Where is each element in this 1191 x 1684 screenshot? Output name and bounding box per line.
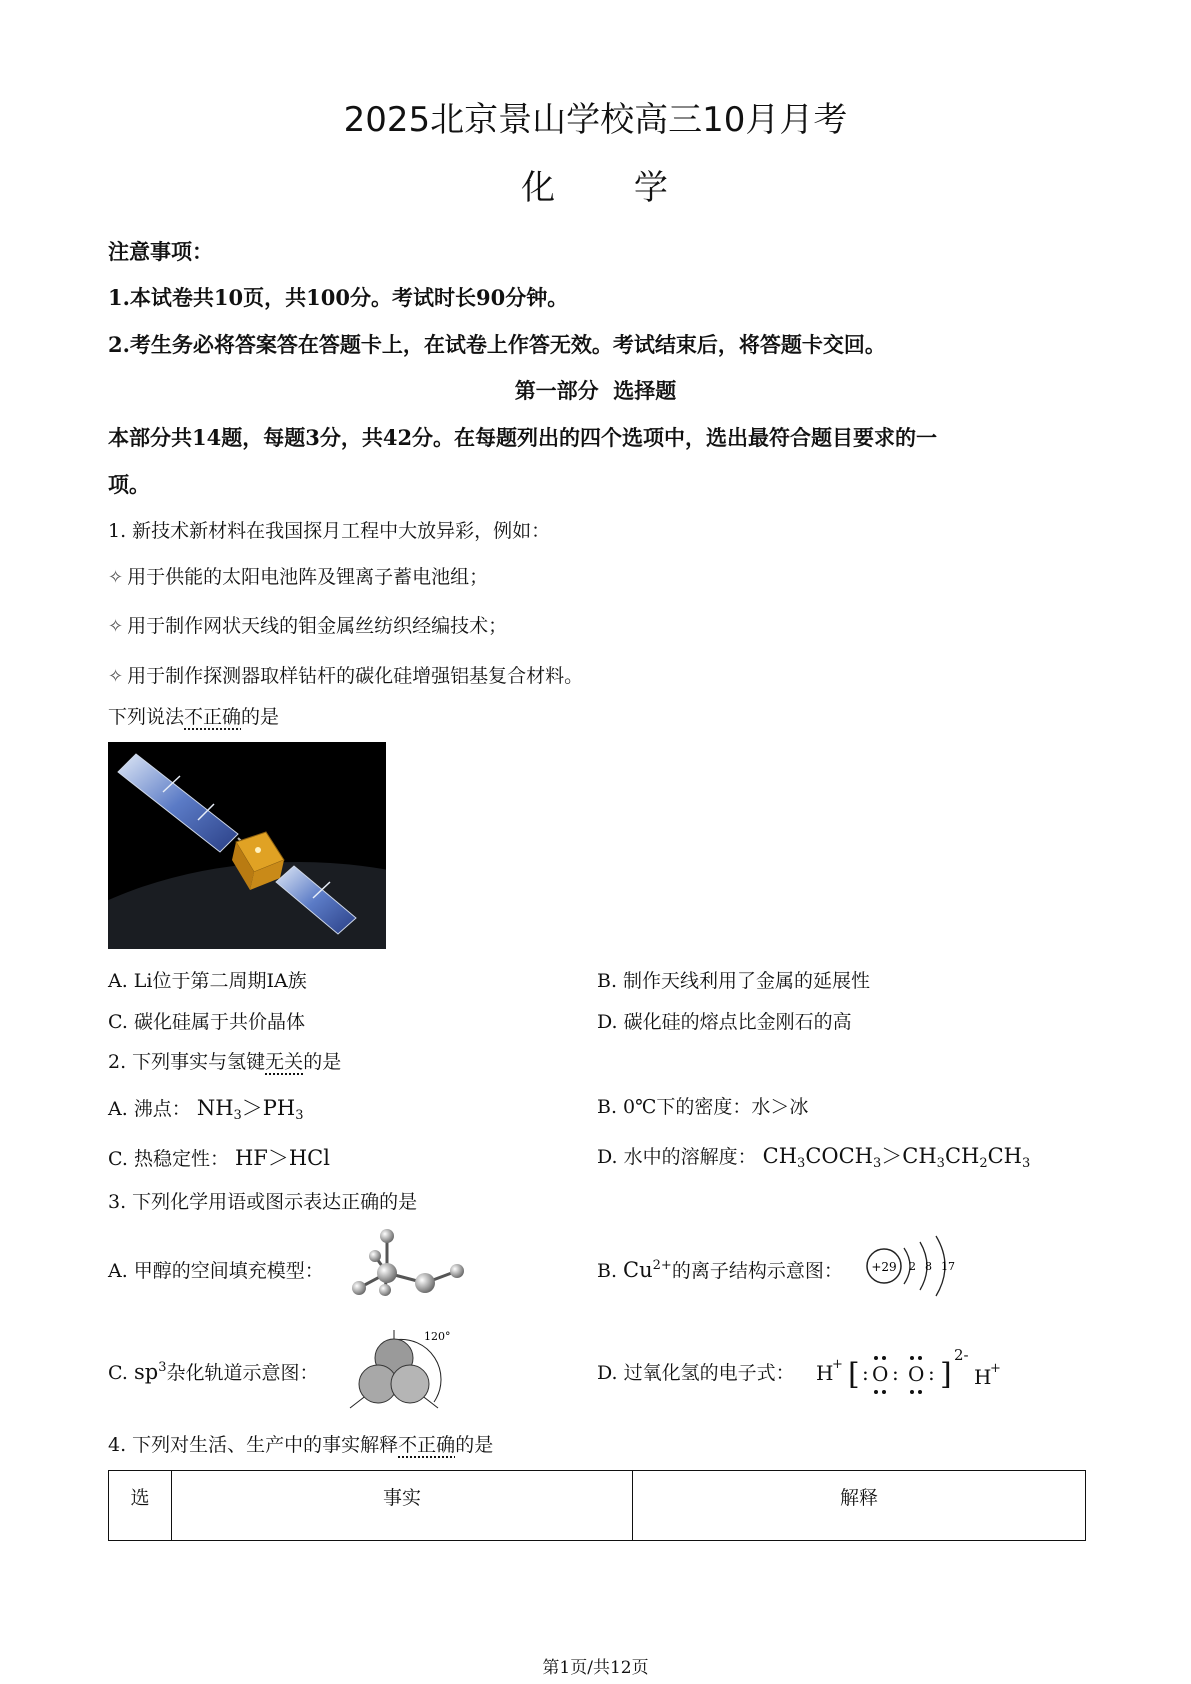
- exam-title: 2025北京景山学校高三10月月考: [343, 100, 848, 140]
- table-header-fact: 事实: [172, 1471, 633, 1541]
- q1-option-c: C. 碳化硅属于共价晶体: [108, 1011, 305, 1033]
- q1-ask: 下列说法不正确的是: [108, 706, 280, 728]
- svg-text:O: O: [908, 1362, 925, 1386]
- q1-stem: 1. 新技术新材料在我国探月工程中大放异彩，例如：: [108, 520, 551, 542]
- q2-option-d: D. 水中的溶解度： $CH_3COCH_3>CH_3CH_2CH_3$: [597, 1144, 1031, 1171]
- svg-text:+: +: [832, 1357, 843, 1372]
- q2-option-b: B. 0℃下的密度：水＞冰: [597, 1096, 809, 1118]
- q3-stem: 3. 下列化学用语或图示表达正确的是: [108, 1191, 418, 1213]
- svg-text::: :: [892, 1361, 899, 1385]
- q3-option-a: A. 甲醇的空间填充模型：: [108, 1260, 324, 1282]
- q2-option-c: C. 热稳定性： HF＞HCl: [108, 1146, 330, 1170]
- methanol-model-figure: [345, 1228, 465, 1308]
- q2-option-a: A. 沸点： $NH_3>PH_3$: [108, 1096, 304, 1123]
- notice-line-1: 1.本试卷共10页，共100分。考试时长90分钟。: [108, 285, 569, 310]
- q4-stem: 4. 下列对生活、生产中的事实解释不正确的是: [108, 1434, 494, 1456]
- subject-title: 化 学: [521, 168, 670, 208]
- part1-instruction: 本部分共14题，每题3分，共42分。在每题列出的四个选项中，选出最符合题目要求的一: [108, 425, 938, 450]
- orbital-angle-label: 120°: [424, 1330, 451, 1343]
- table-header-option: 选: [109, 1471, 172, 1541]
- svg-text:[: [: [848, 1357, 860, 1392]
- nucleus-charge: +29: [871, 1260, 897, 1274]
- shell-count-3: 17: [941, 1260, 955, 1273]
- star-icon: ✧: [108, 567, 124, 588]
- q3-option-c: C. $sp^3$杂化轨道示意图：: [108, 1360, 319, 1384]
- part1-heading: 第一部分 选择题: [514, 378, 677, 403]
- svg-text::: :: [928, 1361, 935, 1385]
- q1-bullet-1: ✧ 用于供能的太阳电池阵及锂离子蓄电池组；: [108, 566, 489, 588]
- shell-count-2: 8: [925, 1260, 932, 1273]
- q3-option-d: D. 过氧化氢的电子式：: [597, 1362, 795, 1384]
- svg-text:H: H: [974, 1365, 992, 1389]
- table-row: [109, 1471, 1086, 1541]
- notice-line-2: 2.考生务必将答案答在答题卡上，在试卷上作答无效。考试结束后，将答题卡交回。: [108, 332, 886, 357]
- q2-stem: 2. 下列事实与氢键无关的是: [108, 1051, 342, 1073]
- q1-option-a: A. Li位于第二周期IA族: [108, 970, 307, 992]
- svg-text:+: +: [990, 1361, 1001, 1376]
- svg-text:2-: 2-: [954, 1346, 969, 1364]
- svg-text::: :: [862, 1361, 869, 1385]
- q1-option-b: B. 制作天线利用了金属的延展性: [597, 970, 871, 992]
- q4-table: [108, 1470, 1086, 1541]
- h2o2-electron-formula: [812, 1340, 1012, 1400]
- star-icon: ✧: [108, 616, 124, 637]
- q3-option-b: B. $Cu^{2+}$的离子结构示意图：: [597, 1258, 843, 1282]
- q1-option-d: D. 碳化硅的熔点比金刚石的高: [597, 1011, 852, 1033]
- svg-text:O: O: [872, 1362, 889, 1386]
- q1-bullet-2: ✧ 用于制作网状天线的钼金属丝纺织经编技术；: [108, 615, 508, 637]
- page-footer: 第1页/共12页: [542, 1658, 649, 1678]
- svg-text:]: ]: [940, 1357, 952, 1392]
- sp3-orbital-figure: [338, 1322, 458, 1412]
- table-header-explanation: 解释: [633, 1471, 1086, 1541]
- cu-ion-structure-figure: [864, 1232, 964, 1300]
- notice-heading: 注意事项：: [108, 239, 213, 264]
- shell-count-1: 2: [909, 1260, 916, 1273]
- satellite-image: [108, 742, 386, 949]
- part1-instruction-cont: 项。: [108, 472, 150, 497]
- star-icon: ✧: [108, 666, 124, 687]
- satellite-illustration: [108, 742, 386, 949]
- q1-bullet-3: ✧ 用于制作探测器取样钻杆的碳化硅增强铝基复合材料。: [108, 665, 584, 687]
- svg-text:H: H: [816, 1361, 834, 1385]
